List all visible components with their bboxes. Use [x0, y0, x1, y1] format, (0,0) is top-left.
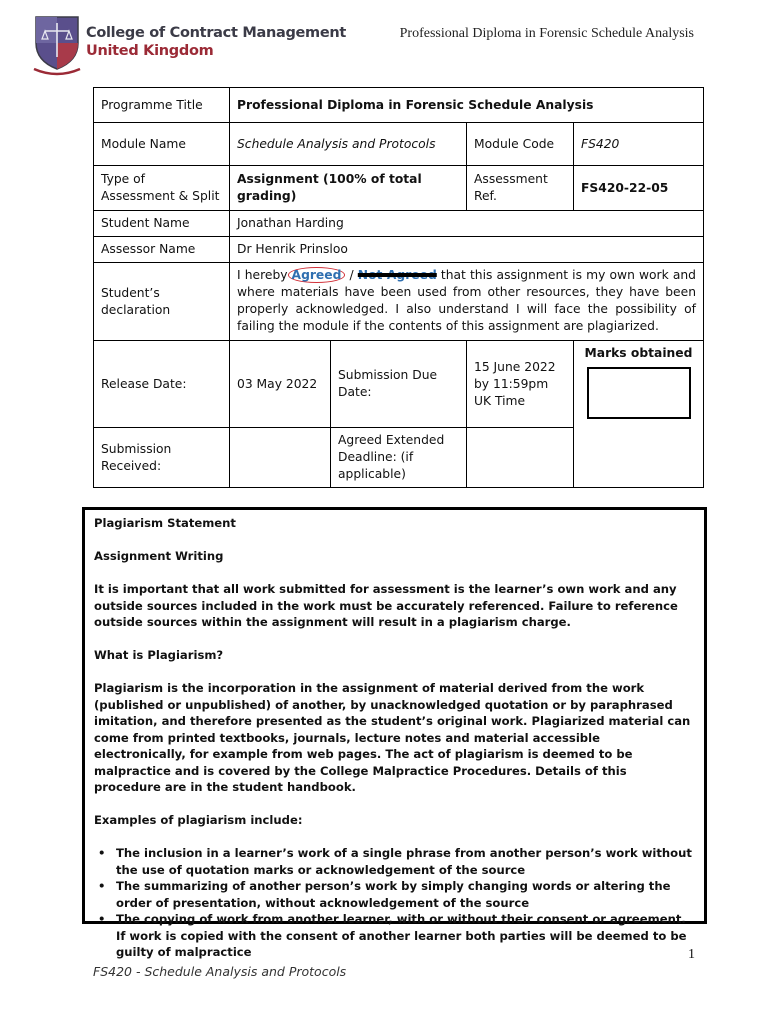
- student-name-label: Student Name: [94, 211, 230, 237]
- assignment-info-table: [93, 87, 704, 488]
- plagiarism-heading: Plagiarism Statement: [94, 516, 236, 530]
- plagiarism-statement-box: [82, 507, 707, 959]
- list-item: • The summarizing of another person’s work by simply changing words or altering the order of presentation, without acknowledgement of the source: [94, 878, 695, 911]
- declaration-not-agreed-option: Not Agreed: [357, 268, 437, 282]
- programme-title-row: [94, 88, 704, 123]
- examples-list: [94, 845, 695, 961]
- plagiarism-intro: It is important that all work submitted for assessment is the learner’s own work and any outside sources included in the work must be accurately referenced. Failure to reference outside sources within the assignment will result in a plagiarism charge.: [94, 582, 678, 629]
- module-name-label: Module Name: [94, 123, 230, 166]
- list-item: • The inclusion in a learner’s work of a single phrase from another person’s work without the use of quotation marks or acknowledgement of the source: [94, 845, 695, 878]
- declaration-text: [230, 263, 704, 341]
- plagiarism-definition: Plagiarism is the incorporation in the assignment of material derived from the work (published or unpublished) of another, by unacknowledged quotation or by paraphrased imitation, and therefore presented as the student’s original work. Plagiarized material can come from printed textbooks, journals, lecture notes and material accessible electronically, for example from web pages. The act of plagiarism is deemed to be malpractice and is covered by the College Malpractice Procedures. Details of this procedure are in the student handbook.: [94, 681, 691, 794]
- release-date-value: 03 May 2022: [230, 341, 331, 428]
- release-date-label: Release Date:: [94, 341, 230, 428]
- assessor-name-row: [94, 237, 704, 263]
- submission-received-label: Submission Received:: [94, 428, 230, 488]
- declaration-row: [94, 263, 704, 341]
- assessor-name-label: Assessor Name: [94, 237, 230, 263]
- assessment-ref-label: Assessment Ref.: [467, 166, 574, 211]
- college-country: United Kingdom: [86, 43, 214, 59]
- declaration-label: Student’s declaration: [94, 263, 230, 341]
- header-course-title: Professional Diploma in Forensic Schedule Analysis: [399, 26, 694, 41]
- submission-due-value: 15 June 2022 by 11:59pm UK Time: [467, 341, 574, 428]
- examples-heading: Examples of plagiarism include:: [94, 813, 303, 827]
- declaration-prefix: I hereby: [237, 268, 288, 282]
- college-crest-logo: [32, 13, 82, 75]
- marks-obtained-box: [587, 367, 691, 419]
- declaration-body: that this assignment is my own work and where materials have been used from other resources, they have been properly acknowledged. I also understand I will face the possibility of failing the module if the contents of this assignment are plagiarized.: [237, 268, 696, 333]
- assignment-writing-heading: Assignment Writing: [94, 549, 224, 563]
- student-name-value: Jonathan Harding: [230, 211, 704, 237]
- marks-obtained-cell: [574, 341, 704, 488]
- student-name-row: [94, 211, 704, 237]
- assessment-type-label: Type of Assessment & Split: [94, 166, 230, 211]
- assessor-name-value: Dr Henrik Prinsloo: [230, 237, 704, 263]
- module-name-value: Schedule Analysis and Protocols: [230, 123, 467, 166]
- submission-due-label: Submission Due Date:: [331, 341, 467, 428]
- marks-obtained-label: Marks obtained: [584, 346, 693, 360]
- page-footer: FS420 - Schedule Analysis and Protocols: [93, 964, 347, 979]
- submission-received-value: [230, 428, 331, 488]
- extended-deadline-value: [467, 428, 574, 488]
- module-row: [94, 123, 704, 166]
- module-code-value: FS420: [574, 123, 704, 166]
- assessment-type-value: Assignment (100% of total grading): [230, 166, 467, 211]
- extended-deadline-label: Agreed Extended Deadline: (if applicable): [331, 428, 467, 488]
- release-row: [94, 341, 704, 428]
- programme-title-label: Programme Title: [94, 88, 230, 123]
- college-name: College of Contract Management: [86, 25, 347, 41]
- what-is-plagiarism-heading: What is Plagiarism?: [94, 648, 224, 662]
- list-item: • The copying of work from another learner, with or without their consent or agreement. If work is copied with the consent of another learner both parties will be deemed to be guilty of malpractice: [94, 911, 695, 961]
- declaration-slash: /: [345, 268, 358, 282]
- programme-title-value: Professional Diploma in Forensic Schedule Analysis: [230, 88, 704, 123]
- page-number: 1: [688, 947, 695, 962]
- assessment-ref-value: FS420-22-05: [574, 166, 704, 211]
- module-code-label: Module Code: [467, 123, 574, 166]
- assessment-row: [94, 166, 704, 211]
- declaration-agreed-option: Agreed: [288, 267, 346, 283]
